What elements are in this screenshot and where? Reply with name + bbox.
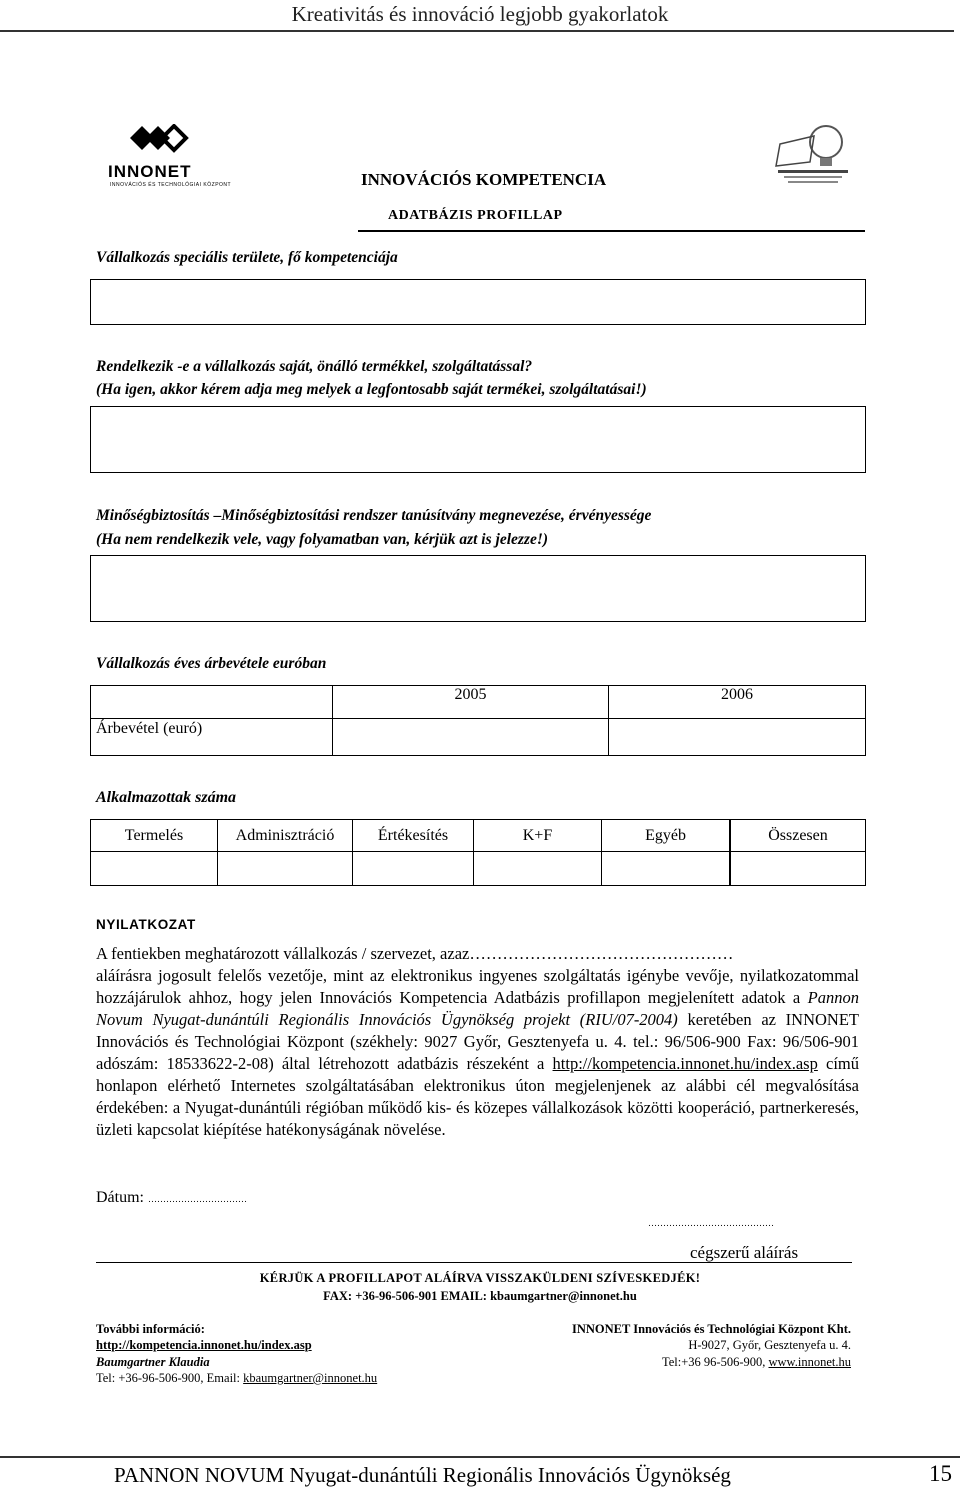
declaration-text [96, 943, 859, 1141]
info-link[interactable]: http://kompetencia.innonet.hu/index.asp [96, 1338, 312, 1352]
revenue-2006-input[interactable] [609, 719, 866, 756]
date-label: Dátum: [96, 1189, 144, 1206]
quality-answer-box[interactable] [90, 555, 866, 622]
employees-total-input[interactable] [730, 852, 866, 886]
page-footer-title: PANNON NOVUM Nyugat-dunántúli Regionális Innovációs Ügynökség [114, 1463, 731, 1487]
info-label: További információ: [96, 1322, 205, 1336]
date-field[interactable] [96, 1189, 247, 1207]
question-revenue-label: Vállalkozás éves árbevétele euróban [96, 655, 327, 672]
page-number: 15 [929, 1461, 952, 1486]
innonet-logo-subtitle: INNOVÁCIÓS ÉS TECHNOLÓGIAI KÖZPONT [110, 182, 232, 188]
employees-col-sales: Értékesítés [353, 820, 474, 852]
innonet-logo-text: INNONET [108, 162, 192, 181]
running-header-title: Kreativitás és innováció legjobb gyakorlatok [291, 2, 669, 26]
revenue-row-label: Árbevétel (euró) [91, 719, 333, 756]
employees-col-other: Egyéb [602, 820, 731, 852]
contact-phone: Tel: +36-96-506-900, Email: [96, 1371, 244, 1385]
revenue-table [90, 685, 866, 756]
footer-divider [0, 1456, 960, 1458]
employees-col-total: Összesen [730, 820, 866, 852]
form-title: INNOVÁCIÓS KOMPETENCIA [361, 170, 607, 189]
signature-dots: …………………………………… [648, 1218, 774, 1228]
competence-answer-box[interactable] [90, 279, 866, 325]
products-answer-box[interactable] [90, 406, 866, 473]
declaration-line1: A fentiekben meghatározott vállalkozás / szervezet, azaz………………………………………… [96, 944, 734, 963]
question-quality-hint: (Ha nem rendelkezik vele, vagy folyamatban van, kérjük azt is jelezze!) [96, 531, 549, 548]
employees-sales-input[interactable] [353, 852, 474, 886]
signature-divider [96, 1262, 852, 1263]
declaration-part-a: aláírásra jogosult felelős vezetője, mint az elektronikus ingyenes szolgáltatás igénybe vevője, nyilatkozatommal hozzájárulok ahhoz, hogy jelen Innovációs Kompetencia Adatbázis profillapon megjelenített adatok a [96, 966, 859, 1007]
employees-table [90, 819, 866, 886]
employees-col-production: Termelés [91, 820, 218, 852]
send-instruction: KÉRJÜK A PROFILLAPOT ALÁÍRVA VISSZAKÜLDENI SZÍVESKEDJÉK! [259, 1271, 701, 1285]
pannon-novum-logo [770, 122, 850, 188]
question-employees-label: Alkalmazottak száma [96, 789, 237, 806]
question-competence-label: Vállalkozás speciális területe, fő kompetenciája [96, 249, 398, 266]
date-dots: …………………………… [148, 1194, 247, 1204]
revenue-year-2005: 2005 [333, 686, 609, 719]
contact-details [96, 1371, 377, 1386]
declaration-link[interactable]: http://kompetencia.innonet.hu/index.asp [552, 1054, 818, 1073]
org-name: INNONET Innovációs és Technológiai Központ Kht. [572, 1322, 851, 1336]
form-subtitle: ADATBÁZIS PROFILLAP [388, 208, 563, 223]
declaration-part-b: keretében az INNONET Innovációs és Technológiai Központ (székhely: 9027 Győr, Gesztenyefa u. 4. tel.: 96/506-900 Fax: 96/506-901 adószám: 18533622-2-08) által létrehozott adatbázis részeként a [96, 1010, 859, 1073]
declaration-title: NYILATKOZAT [96, 917, 196, 932]
revenue-2005-input[interactable] [333, 719, 609, 756]
revenue-header-empty-cell [91, 686, 333, 719]
org-web-link[interactable]: www.innonet.hu [768, 1355, 851, 1369]
contact-name: Baumgartner Klaudia [96, 1355, 210, 1369]
declaration-part-c: című honlapon elérhető Internetes szolgáltatásában elektronikus úton megjelenjenek az alábbi cél megvalósítása érdekében: a Nyugat-dunántúli régióban működő kis- és közepes vállalkozások közötti kooperáció, partnerkeresés, üzleti kapcsolat kiépítése hatékonyságának növelése. [96, 1054, 859, 1139]
org-contact [662, 1355, 851, 1370]
title-divider [358, 230, 865, 232]
header-divider [0, 30, 954, 32]
employees-col-administration: Adminisztráció [218, 820, 353, 852]
org-phone: Tel:+36 96-506-900, [661, 1355, 769, 1369]
send-contact: FAX: +36-96-506-901 EMAIL: kbaumgartner@innonet.hu [323, 1289, 637, 1303]
employees-other-input[interactable] [602, 852, 731, 886]
question-products-label: Rendelkezik -e a vállalkozás saját, önálló termékkel, szolgáltatással? [96, 358, 533, 375]
question-quality-label: Minőségbiztosítás –Minőségbiztosítási rendszer tanúsítvány megnevezése, érvényessége [96, 507, 652, 524]
revenue-year-2006: 2006 [609, 686, 866, 719]
question-products-hint: (Ha igen, akkor kérem adja meg melyek a legfontosabb saját termékei, szolgáltatásai!) [96, 381, 647, 398]
employees-production-input[interactable] [91, 852, 218, 886]
employees-rnd-input[interactable] [474, 852, 602, 886]
declaration-project: Pannon Novum Nyugat-dunántúli Regionális Innovációs Ügynökség projekt (RIU/07-2004) [96, 988, 859, 1029]
signature-label: cégszerű aláírás [690, 1243, 799, 1262]
contact-email-link[interactable]: kbaumgartner@innonet.hu [243, 1371, 378, 1385]
org-address: H-9027, Győr, Gesztenyefa u. 4. [688, 1338, 851, 1352]
declaration-body [96, 965, 859, 1141]
employees-administration-input[interactable] [218, 852, 353, 886]
employees-col-rnd: K+F [474, 820, 602, 852]
